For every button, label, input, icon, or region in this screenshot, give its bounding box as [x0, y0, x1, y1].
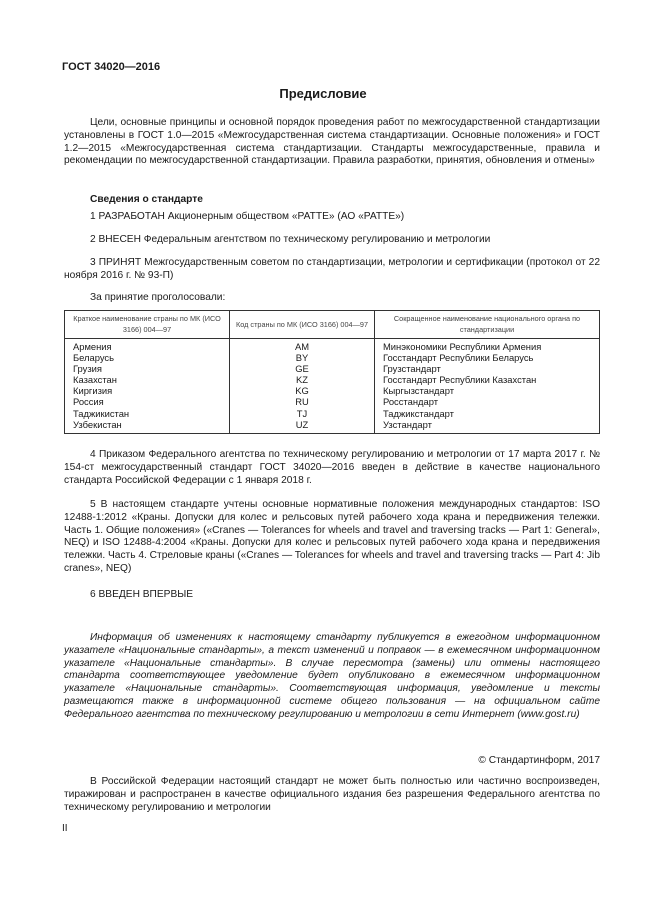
table-row	[65, 396, 600, 407]
item-5: 5 В настоящем стандарте учтены основные нормативные положения международных стандартов: ISO 12488-1:2012 «Краны. Допуски для колес и рельсовых путей рабочего хода крана и передвижения тележки. Часть 1. Общие положения» («Cranes — Tolerances for wheels and travel and traversing tracks — Part 1: General», NEQ) и ISO 12488-4:2004 «Краны. Допуски для колес и рельсовых путей рабочего хода крана и передвижения тележки. Часть 4. Стреловые краны («Cranes — Tolerances for wheels and travel and traversing tracks — Part 4: Jib cranes», NEQ)	[64, 499, 600, 574]
voting-table	[64, 310, 600, 434]
intro-paragraph: Цели, основные принципы и основной порядок проведения работ по межгосударственной стандартизации установлены в ГОСТ 1.0—2015 «Межгосударственная система стандартизации. Основные положения» и ГОСТ 1.2—2015 «Межгосударственная система стандартизации. Стандарты межгосударственные, правила и рекомендации по межгосударственной стандартизации. Правила разработки, принятия, обновления и отмены»	[64, 117, 600, 167]
item-1: 1 РАЗРАБОТАН Акционерным обществом «РАТТЕ» (АО «РАТТЕ»)	[90, 211, 405, 222]
country-cell: Таджикистан	[65, 408, 230, 419]
page-number: II	[62, 823, 68, 834]
country-cell: Узбекистан	[65, 419, 230, 434]
table-row	[65, 419, 600, 434]
document-code: ГОСТ 34020—2016	[62, 61, 161, 73]
item-4: 4 Приказом Федерального агентства по техническому регулированию и метрологии от 17 марта 2017 г. № 154-ст межгосударственный стандарт ГОСТ 34020—2016 введен в действие в качестве национального стандарта Российской Федерации с 1 января 2018 г.	[64, 449, 600, 486]
item-3: 3 ПРИНЯТ Межгосударственным советом по стандартизации, метрологии и сертификации (протокол от 22 ноября 2016 г. № 93-П)	[64, 257, 600, 281]
code-cell: KZ	[230, 374, 375, 385]
table-row	[65, 408, 600, 419]
body-cell: Узстандарт	[375, 419, 600, 434]
table-row	[65, 374, 600, 385]
copyright: © Стандартинформ, 2017	[478, 755, 600, 766]
code-cell: UZ	[230, 419, 375, 434]
info-heading: Сведения о стандарте	[90, 194, 203, 205]
header-code: Код страны по МК (ИСО 3166) 004—97	[230, 311, 375, 339]
header-country: Краткое наименование страны по МК (ИСО 3166) 004—97	[65, 311, 230, 339]
table-row	[65, 385, 600, 396]
code-cell: RU	[230, 396, 375, 407]
body-cell: Росстандарт	[375, 396, 600, 407]
code-cell: AM	[230, 339, 375, 353]
code-cell: TJ	[230, 408, 375, 419]
table-row	[65, 352, 600, 363]
item-2: 2 ВНЕСЕН Федеральным агентством по техническому регулированию и метрологии	[90, 234, 491, 245]
voted-label: За принятие проголосовали:	[90, 292, 226, 303]
code-cell: KG	[230, 385, 375, 396]
header-body: Сокращенное наименование национального органа по стандартизации	[375, 311, 600, 339]
table-row	[65, 363, 600, 374]
page-title: Предисловие	[279, 86, 367, 101]
body-cell: Кыргызстандарт	[375, 385, 600, 396]
body-cell: Госстандарт Республики Беларусь	[375, 352, 600, 363]
country-cell: Казахстан	[65, 374, 230, 385]
body-cell: Таджикстандарт	[375, 408, 600, 419]
table-row	[65, 339, 600, 353]
notice-paragraph: Информация об изменениях к настоящему стандарту публикуется в ежегодном информационном указателе «Национальные стандарты», а текст изменений и поправок — в ежемесячном информационном указателе «Национальные стандарты». В случае пересмотра (замены) или отмены настоящего стандарта соответствующее уведомление будет опубликовано в ежемесячном информационном указателе «Национальные стандарты». Соответствующая информация, уведомление и тексты размещаются также в информационной системе общего пользования — на официальном сайте Федерального агентства по техническому регулированию и метрологии в сети Интернет (www.gost.ru)	[64, 632, 600, 720]
body-cell: Грузстандарт	[375, 363, 600, 374]
country-cell: Грузия	[65, 363, 230, 374]
body-cell: Минэкономики Республики Армения	[375, 339, 600, 353]
code-cell: BY	[230, 352, 375, 363]
country-cell: Киргизия	[65, 385, 230, 396]
country-cell: Беларусь	[65, 352, 230, 363]
country-cell: Армения	[65, 339, 230, 353]
country-cell: Россия	[65, 396, 230, 407]
table-header-row	[65, 311, 600, 339]
body-cell: Госстандарт Республики Казахстан	[375, 374, 600, 385]
restriction-paragraph: В Российской Федерации настоящий стандарт не может быть полностью или частично воспроизведен, тиражирован и распространен в качестве официального издания без разрешения Федерального агентства по техническому регулированию и метрологии	[64, 776, 600, 813]
code-cell: GE	[230, 363, 375, 374]
item-6: 6 ВВЕДЕН ВПЕРВЫЕ	[90, 589, 194, 600]
